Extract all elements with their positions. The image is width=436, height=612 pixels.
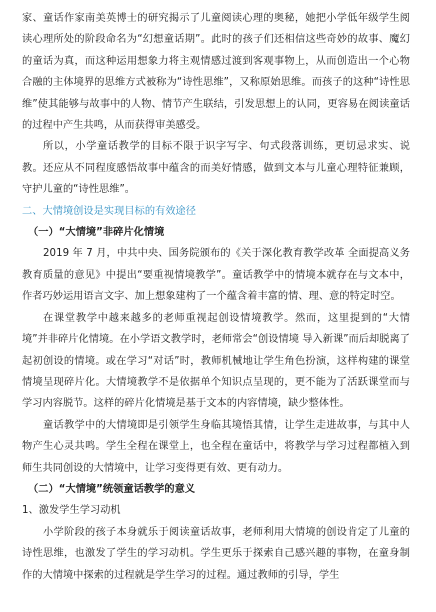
paragraph-policy: 2019 年 7 月，中共中央、国务院颁布的《关于深化教育教学改革 全面提高义务教育质量的意见》中提出“要重视情境教学”。童话教学中的情境本就存在与文本中，作者巧妙运用语言文字、加上想象建构了一个蕴含着丰富的情、理、意的特定时空。 [22, 248, 410, 303]
paragraph-fragmented-context: 在课堂教学中越来越多的老师重视起创设情境教学。然而，这里提到的“大情境”并非碎片化情境。在小学语文教学时，老师常会“创设情境 导入新课”而后却脱离了起初创设的情境。或在学习“对话”时，教师机械地让学生角色扮演，这样构建的课堂情境呈现碎片化。大情境教学不是依据单个知识点呈现的，更不能为了活跃课堂而与学习内容脱节。这样的碎片化情境是基于文本的内容情境，缺少整体性。 [22, 312, 410, 410]
paragraph-motivation: 小学阶段的孩子本身就乐于阅读童话故事，老师利用大情境的创设肯定了儿童的诗性思维，也激发了学生的学习动机。学生更乐于探索自己感兴趣的事物，在童身制作的大情境中探索的过程就是学生学习的过程。通过教师的引导，学生 [22, 526, 410, 581]
paragraph-continued: 家、童话作家南美英博士的研究揭示了儿童阅读心理的奥秘，她把小学低年级学生阅读心理所处的阶段命名为“幻想童话期”。此时的孩子们还相信这些奇妙的故事、魔幻的童话为真，而这种运用想象力将主观情感过渡到客观事物上，从而创造出一个心物合融的主体境界的思维方式被称为“诗性思维”，又称原始思维。而孩子的这种“诗性思维”使其能够与故事中的人物、情节产生联结，引发思想上的认同，更容易在阅读童话的过程中产生共鸣，从而获得审美感受。 [22, 13, 410, 132]
paragraph-big-context: 童话教学中的大情境即是引领学生身临其境悟其情，让学生走进故事，与其中人物产生心灵共鸣。学生全程在课堂上，也全程在童话中，将教学与学习过程都植入到师生共同创设的大情境中，让学习变得更有效、更有动力。 [22, 419, 410, 474]
list-item-heading: 1、激发学生学习动机 [22, 505, 121, 517]
section-heading: 二、大情境创设是实现目标的有效途径 [22, 205, 197, 217]
subsection-heading-one: （一）“大情境”非碎片化情境 [28, 227, 165, 239]
paragraph-goals: 所以，小学童话教学的目标不限于识字写字、句式段落训练，更切忌求实、说教。还应从不同程度感悟故事中蕴含的而美好情感，做到文本与儿童心理特征兼顾，守护儿童的“诗性思维”。 [22, 141, 410, 196]
subsection-heading-two: （二）“大情境”统领童话教学的意义 [28, 483, 196, 495]
